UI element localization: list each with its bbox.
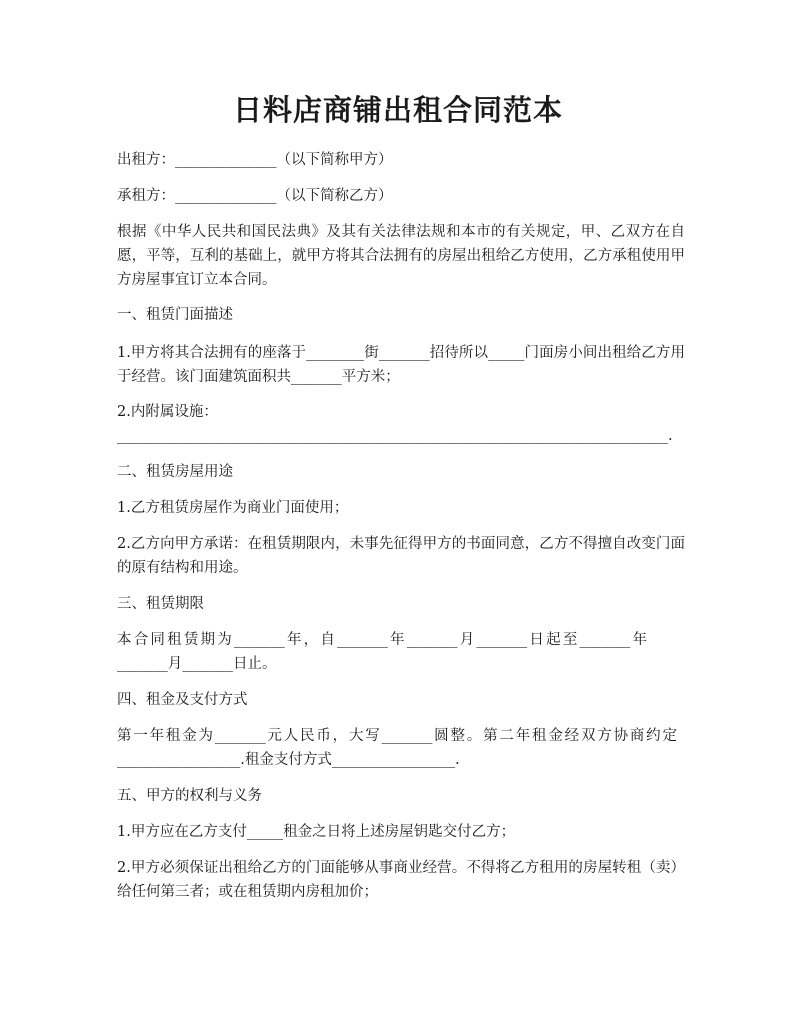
section-3-heading: 三、租赁期限 (117, 596, 204, 612)
section-2-heading: 二、租赁房屋用途 (117, 464, 233, 480)
section-5-heading: 五、甲方的权利与义务 (117, 788, 262, 804)
section-1-heading: 一、租赁门面描述 (117, 307, 233, 323)
section-2-clause-1: 1.乙方租赁房屋作为商业门面使用； (117, 500, 349, 516)
section-5-clause-2: 2.甲方必须保证出租给乙方的门面能够从事商业经营。不得将乙方租用的房屋转租（卖）给任何第三者；或在租赁期内房租加价； (117, 860, 685, 900)
section-5-clause-1: 1.甲方应在乙方支付_____租金之日将上述房屋钥匙交付乙方； (117, 824, 516, 840)
lessor-line: 出租方：______________（以下简称甲方） (117, 152, 393, 168)
section-1-clause-2-label: 2.内附属设施： (117, 404, 218, 420)
section-3-text: 本合同租赁期为_______年，自_______年_______月_______日起至_______年_______月_______日止。 (117, 632, 647, 672)
preamble-paragraph: 根据《中华人民共和国民法典》及其有关法律法规和本市的有关规定，甲、乙双方在自愿，平等，互利的基础上，就甲方将其合法拥有的房屋出租给乙方使用，乙方承租使用甲方房屋事宜订立本合同。 (117, 224, 685, 288)
section-1-clause-2-blank: ____________________________________________________________________________. (117, 428, 673, 444)
section-1-clause-1: 1.甲方将其合法拥有的座落于________街_______招待所以_____门面房小间出租给乙方用于经营。该门面建筑面积共_______平方米； (117, 345, 685, 385)
page-title: 日料店商铺出租合同范本 (232, 93, 563, 127)
section-4-heading: 四、租金及支付方式 (117, 692, 248, 708)
section-2-clause-2: 2.乙方向甲方承诺：在租赁期限内，未事先征得甲方的书面同意，乙方不得擅自改变门面的原有结构和用途。 (117, 536, 685, 576)
section-4-text: 第一年租金为_______元人民币，大写_______圆整。第二年租金经双方协商约定_________________.租金支付方式_________________. (117, 728, 677, 768)
lessee-line: 承租方：______________（以下简称乙方） (117, 188, 393, 204)
